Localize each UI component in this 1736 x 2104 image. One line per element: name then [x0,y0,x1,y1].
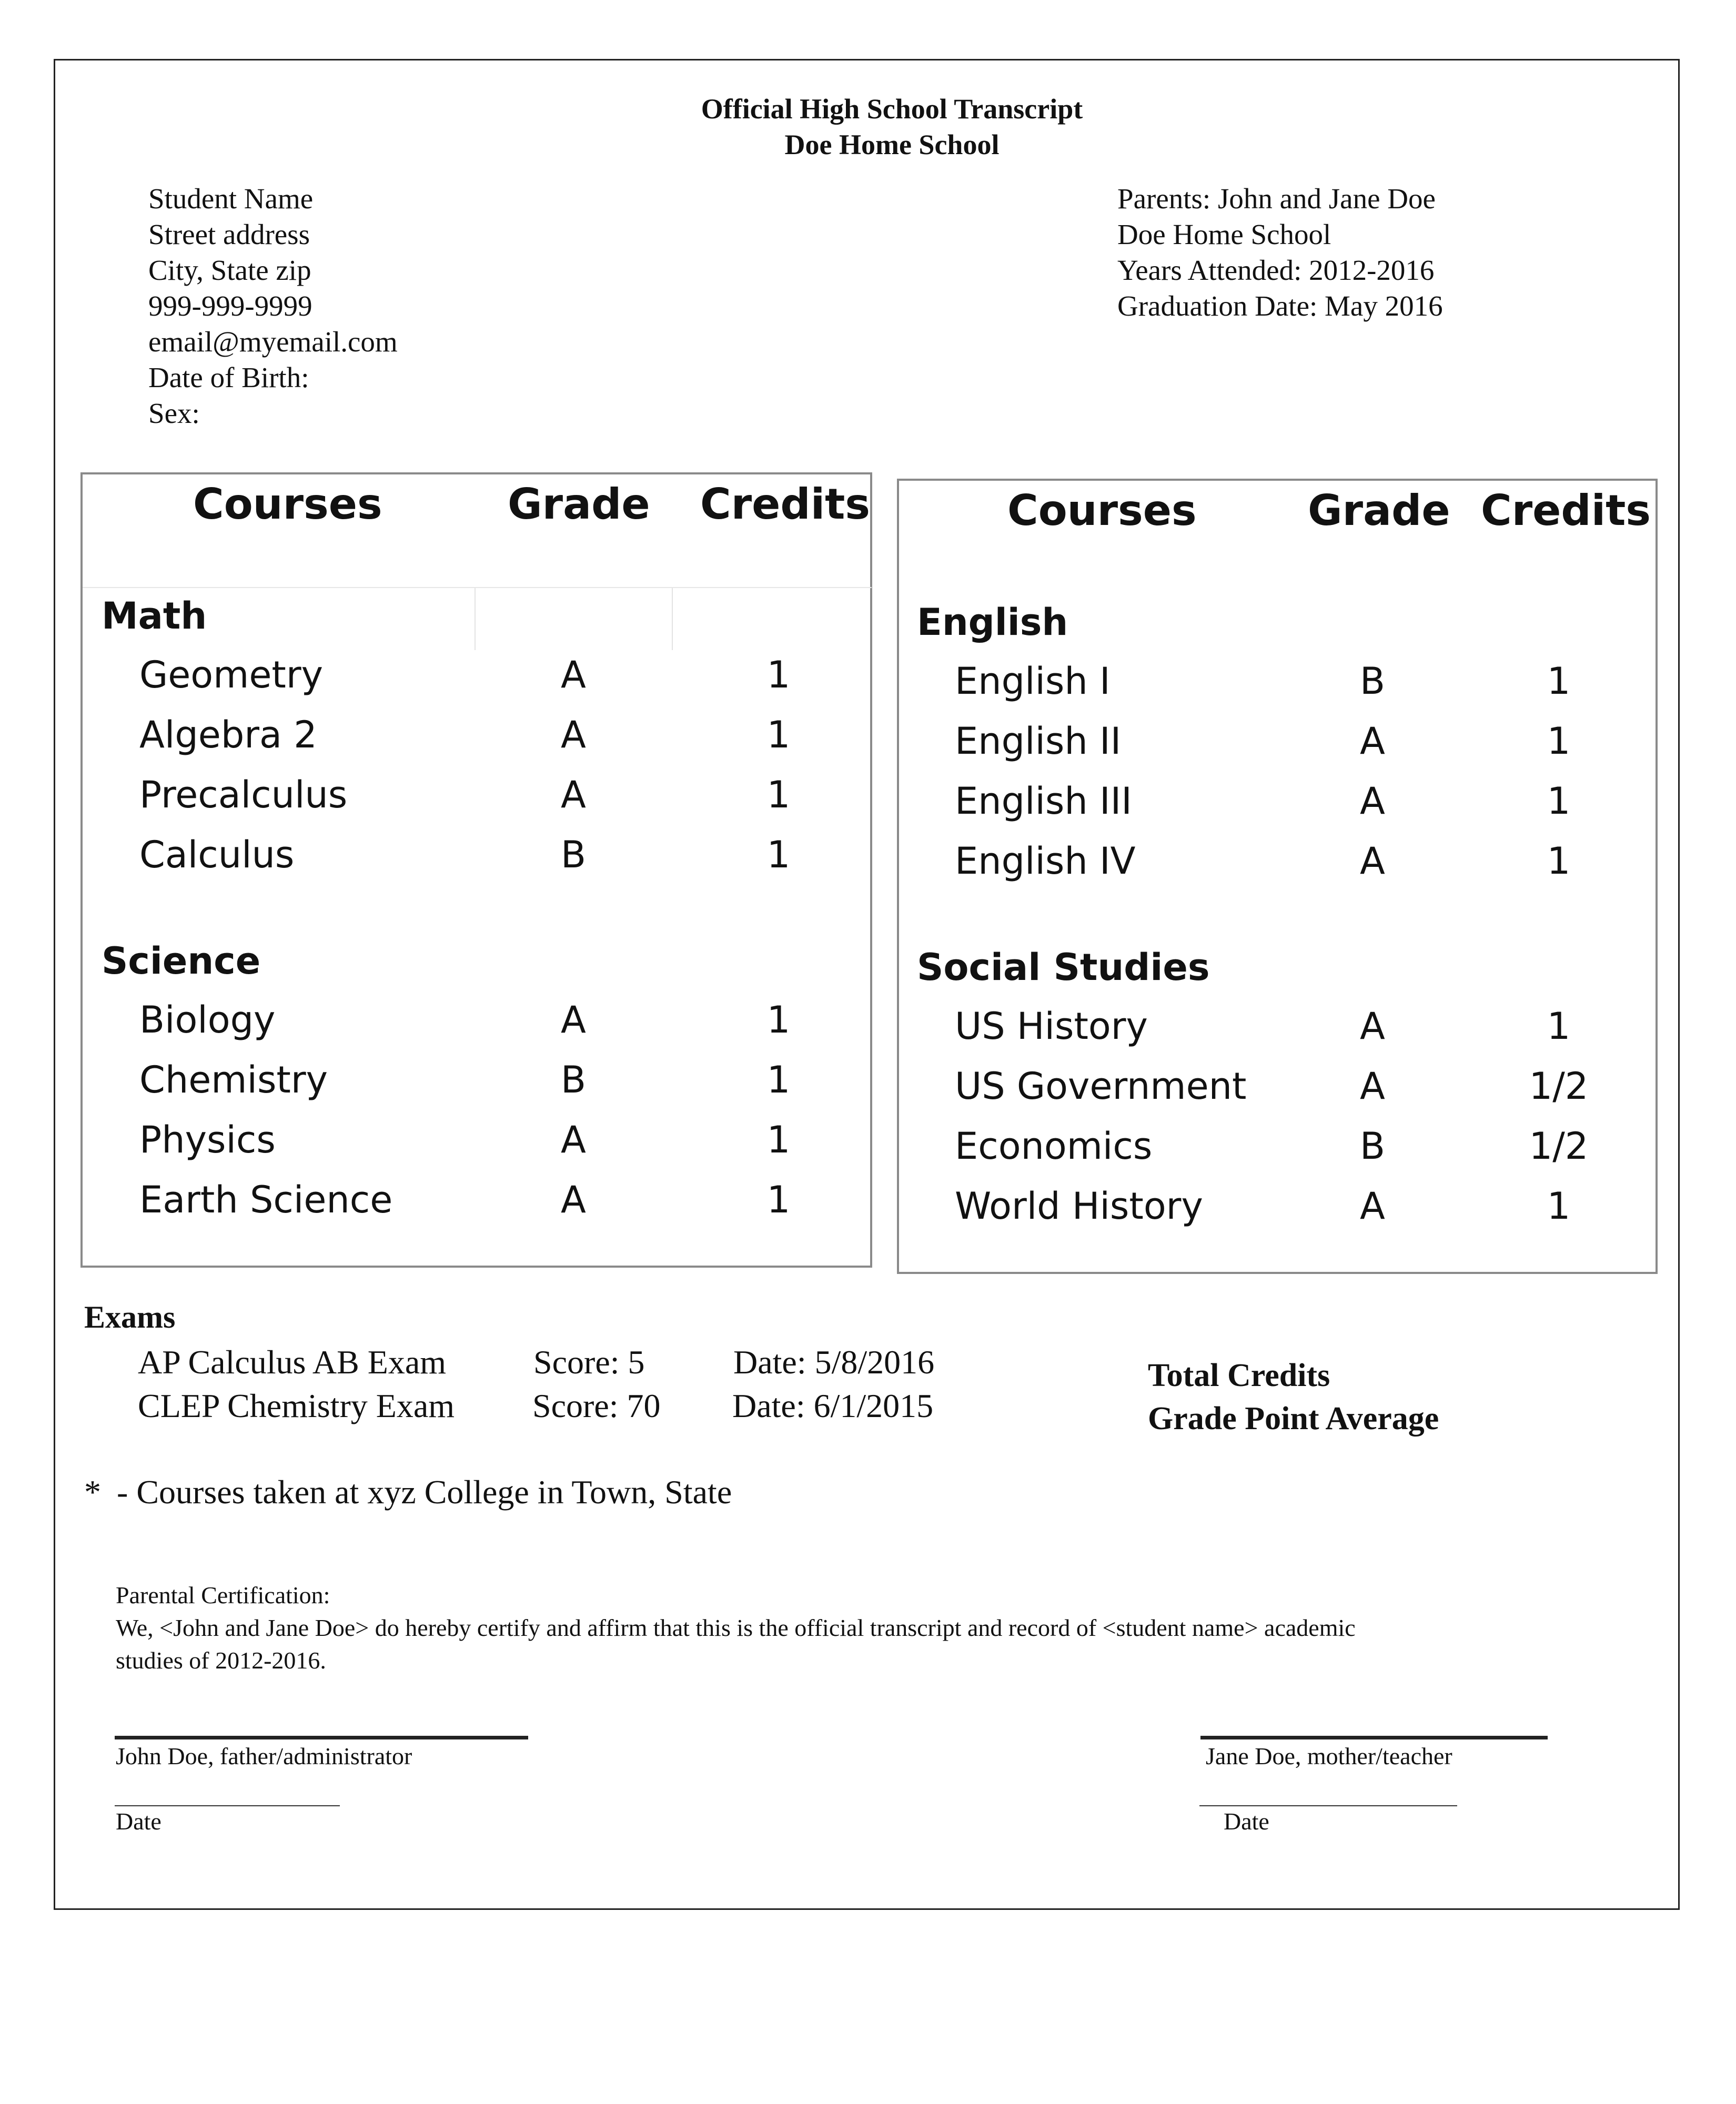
course-credits: 1 [1547,1185,1571,1228]
right-courses-panel [897,479,1658,1274]
gpa-label: Grade Point Average [1148,1401,1439,1437]
course-name: Biology [139,998,276,1041]
course-row [83,1058,870,1118]
exam-date: Date: 6/1/2015 [732,1387,934,1424]
student-street: Street address [148,218,310,250]
course-credits: 1 [1547,1005,1571,1048]
left-courses-panel [80,472,872,1268]
divider [83,587,872,588]
course-credits: 1 [766,833,791,876]
grade-header: Grade [508,480,650,529]
father-signature-line [115,1736,528,1739]
parents: Parents: John and Jane Doe [1117,183,1436,215]
student-phone: 999-999-9999 [148,290,312,322]
exam-name: AP Calculus AB Exam [138,1343,447,1381]
divider [672,587,673,650]
course-grade: B [1359,660,1386,703]
course-name: Chemistry [139,1058,328,1101]
father-date-label: Date [116,1808,162,1835]
course-row [899,660,1656,720]
course-name: Physics [139,1118,276,1161]
course-grade: A [561,653,586,696]
course-grade: A [1360,1065,1385,1108]
certification-line: We, <John and Jane Doe> do hereby certify and affirm that this is the official transcript and record of <student name> academic [116,1614,1356,1641]
father-signature-label: John Doe, father/administrator [116,1743,412,1769]
mother-signature-line [1200,1736,1548,1739]
student-info [148,181,398,431]
courses-header: Courses [193,480,382,529]
course-grade: A [1360,1005,1385,1048]
course-credits: 1 [766,998,791,1041]
exam-score: Score: 5 [533,1343,645,1381]
course-credits: 1/2 [1529,1125,1589,1168]
category-english: English [917,601,1068,644]
course-grade: A [1360,780,1385,823]
course-grade: A [561,713,586,756]
exam-date: Date: 5/8/2016 [733,1343,935,1381]
course-grade: A [1360,1185,1385,1228]
course-row [83,1178,870,1238]
course-row [899,839,1656,899]
course-name: Economics [955,1125,1153,1168]
footnote-marker: * [84,1473,101,1511]
exams-title: Exams [84,1300,176,1334]
course-grade: A [561,1178,586,1221]
course-name: US History [955,1005,1148,1048]
page-title: Official High School Transcript [701,93,1083,125]
course-grade: A [1360,720,1385,763]
course-name: English II [955,720,1122,763]
course-row [899,780,1656,839]
courses-header: Courses [1007,486,1197,535]
course-credits: 1 [766,1178,791,1221]
course-row [899,1125,1656,1185]
course-grade: A [561,773,586,816]
course-credits: 1 [766,653,791,696]
exam-name: CLEP Chemistry Exam [138,1387,455,1424]
course-name: English III [955,780,1132,823]
student-email: email@myemail.com [148,326,398,358]
graduation-date: Graduation Date: May 2016 [1117,290,1443,322]
course-name: Precalculus [139,773,348,816]
course-row [899,1185,1656,1245]
mother-date-label: Date [1224,1808,1269,1835]
course-credits: 1 [1547,780,1571,823]
course-grade: B [1359,1125,1386,1168]
course-grade: A [1360,839,1385,883]
course-row [899,1005,1656,1065]
course-name: World History [955,1185,1203,1228]
divider [475,587,476,650]
course-name: Algebra 2 [139,713,317,756]
course-grade: A [561,998,586,1041]
course-credits: 1 [1547,720,1571,763]
footnote-text: - Courses taken at xyz College in Town, State [117,1473,732,1511]
student-city: City, State zip [148,254,311,286]
course-row [83,1118,870,1178]
mother-signature-label: Jane Doe, mother/teacher [1206,1743,1452,1769]
course-grade: B [560,1058,587,1101]
school-name: Doe Home School [1117,218,1331,250]
course-credits: 1 [766,1118,791,1161]
course-credits: 1 [1547,839,1571,883]
course-row [899,720,1656,780]
student-dob: Date of Birth: [148,361,309,393]
total-credits-label: Total Credits [1148,1358,1330,1393]
course-credits: 1 [766,713,791,756]
certification-label: Parental Certification: [116,1582,330,1609]
course-credits: 1 [766,1058,791,1101]
course-name: US Government [955,1065,1247,1108]
father-date-line [115,1805,340,1806]
course-grade: B [560,833,587,876]
course-name: Calculus [139,833,295,876]
course-row [83,653,870,713]
student-name: Student Name [148,183,314,215]
course-name: English I [955,660,1111,703]
course-credits: 1 [766,773,791,816]
school-subtitle: Doe Home School [784,129,1000,160]
school-info [1117,181,1443,324]
course-row [83,998,870,1058]
course-name: Geometry [139,653,324,696]
credits-header: Credits [1481,486,1651,535]
course-name: English IV [955,839,1136,883]
mother-date-line [1199,1805,1457,1806]
grade-header: Grade [1308,486,1450,535]
years-attended: Years Attended: 2012-2016 [1117,254,1435,286]
course-credits: 1/2 [1529,1065,1589,1108]
student-sex: Sex: [148,397,200,429]
credits-header: Credits [700,480,870,529]
course-name: Earth Science [139,1178,393,1221]
exam-score: Score: 70 [532,1387,661,1424]
course-row [83,773,870,833]
category-science: Science [102,939,261,983]
course-credits: 1 [1547,660,1571,703]
category-social-studies: Social Studies [917,946,1210,989]
certification-line: studies of 2012-2016. [116,1647,326,1674]
category-math: Math [102,594,207,638]
course-row [83,833,870,893]
course-grade: A [561,1118,586,1161]
course-row [899,1065,1656,1125]
course-row [83,713,870,773]
